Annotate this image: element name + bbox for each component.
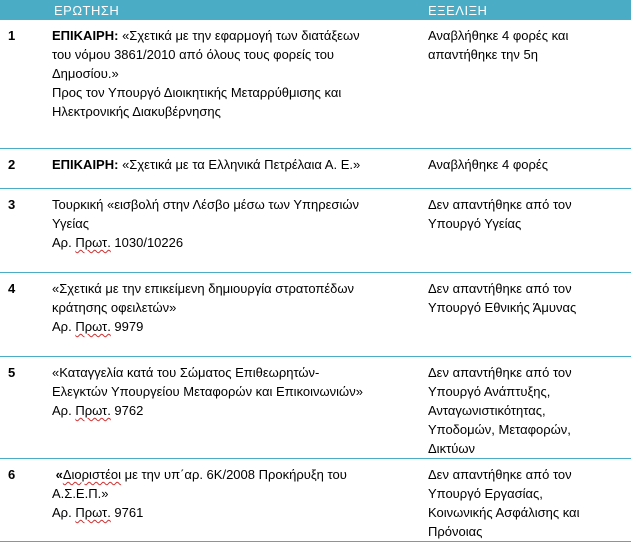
question-line	[52, 155, 416, 174]
ref-number: 9761	[110, 505, 144, 520]
status-line: Δεν απαντήθηκε από τον	[428, 365, 572, 380]
question-cell	[46, 189, 420, 273]
ref-label: Αρ.	[52, 235, 72, 250]
table-header-row	[0, 0, 631, 20]
question-cell	[46, 459, 420, 542]
question-cell	[46, 357, 420, 459]
protocol-number	[52, 317, 416, 336]
status-cell	[420, 273, 631, 357]
status-line: Αναβλήθηκε 4 φορές και	[428, 28, 569, 43]
status-line: Ανταγωνιστικότητας,	[428, 403, 546, 418]
question-cell	[46, 149, 420, 189]
question-cell	[46, 20, 420, 149]
question-line: «Σχετικά με την επικείμενη δημιουργία στρατοπέδων	[52, 281, 355, 296]
status-line: Δικτύων	[428, 441, 475, 456]
status-line: Υποδομών, Μεταφορών,	[428, 422, 571, 437]
question-line	[52, 26, 416, 45]
status-cell	[420, 20, 631, 149]
question-line: Τουρκική «εισβολή στην Λέσβο μέσω των Υπηρεσιών	[52, 197, 359, 212]
question-text: με την υπ΄αρ. 6Κ/2008 Προκήρυξη του	[121, 467, 347, 482]
table-row	[0, 20, 631, 149]
ref-word: Πρωτ.	[75, 319, 111, 334]
question-line: Προς τον Υπουργό Διοικητικής Μεταρρύθμισης και	[52, 85, 342, 100]
ref-number: 9762	[110, 403, 144, 418]
question-line: Α.Σ.Ε.Π.»	[52, 486, 109, 501]
ref-label: Αρ.	[52, 319, 72, 334]
header-status: ΕΞΕΛΙΞΗ	[420, 0, 631, 20]
header-question: ΕΡΩΤΗΣΗ	[46, 0, 420, 20]
status-line: Δεν απαντήθηκε από τον	[428, 467, 572, 482]
table-row	[0, 357, 631, 459]
question-prefix: ΕΠΙΚΑΙΡΗ:	[52, 157, 119, 172]
ref-label: Αρ.	[52, 403, 72, 418]
ref-word: Πρωτ.	[75, 505, 111, 520]
table-row	[0, 273, 631, 357]
question-line: του νόμου 3861/2010 από όλους τους φορείς του	[52, 47, 335, 62]
protocol-number	[52, 233, 416, 252]
status-line: Υπουργό Υγείας	[428, 216, 522, 231]
question-line: Ηλεκτρονικής Διακυβέρνησης	[52, 104, 221, 119]
question-line: κράτησης οφειλετών»	[52, 300, 177, 315]
status-line: απαντήθηκε την 5η	[428, 47, 538, 62]
quote-open: «	[55, 467, 63, 482]
row-number: 5	[0, 357, 46, 459]
status-line: Υπουργό Ανάπτυξης,	[428, 384, 551, 399]
row-number: 6	[0, 459, 46, 542]
table-row	[0, 459, 631, 542]
header-number	[0, 0, 46, 20]
ref-label: Αρ.	[52, 505, 72, 520]
ref-number: 1030/10226	[110, 235, 184, 250]
status-line: Δεν απαντήθηκε από τον	[428, 197, 572, 212]
status-line: Πρόνοιας	[428, 524, 483, 539]
quote-word: Διοριστέοι	[62, 467, 122, 482]
protocol-number	[52, 401, 416, 420]
row-number: 1	[0, 20, 46, 149]
question-line: Υγείας	[52, 216, 90, 231]
question-text: «Σχετικά με την εφαρμογή των διατάξεων	[118, 28, 360, 43]
row-number: 2	[0, 149, 46, 189]
question-cell	[46, 273, 420, 357]
status-line: Δεν απαντήθηκε από τον	[428, 281, 572, 296]
question-text: «Σχετικά με τα Ελληνικά Πετρέλαια Α. Ε.»	[118, 157, 361, 172]
status-line: Υπουργό Εθνικής Άμυνας	[428, 300, 577, 315]
question-prefix: ΕΠΙΚΑΙΡΗ:	[52, 28, 119, 43]
status-line: Υπουργό Εργασίας,	[428, 486, 543, 501]
question-line: «Καταγγελία κατά του Σώματος Επιθεωρητών-	[52, 365, 320, 380]
question-line: Ελεγκτών Υπουργείου Μεταφορών και Επικοινωνιών»	[52, 384, 363, 399]
status-cell	[420, 149, 631, 189]
status-cell	[420, 357, 631, 459]
status-cell	[420, 459, 631, 542]
row-number: 4	[0, 273, 46, 357]
question-line	[52, 465, 416, 484]
status-line: Αναβλήθηκε 4 φορές	[428, 157, 548, 172]
table-row	[0, 189, 631, 273]
ref-word: Πρωτ.	[75, 235, 111, 250]
row-number: 3	[0, 189, 46, 273]
status-line: Κοινωνικής Ασφάλισης και	[428, 505, 580, 520]
ref-word: Πρωτ.	[75, 403, 111, 418]
status-cell	[420, 189, 631, 273]
question-line: Δημοσίου.»	[52, 66, 119, 81]
table-row	[0, 149, 631, 189]
protocol-number	[52, 503, 416, 522]
ref-number: 9979	[110, 319, 144, 334]
